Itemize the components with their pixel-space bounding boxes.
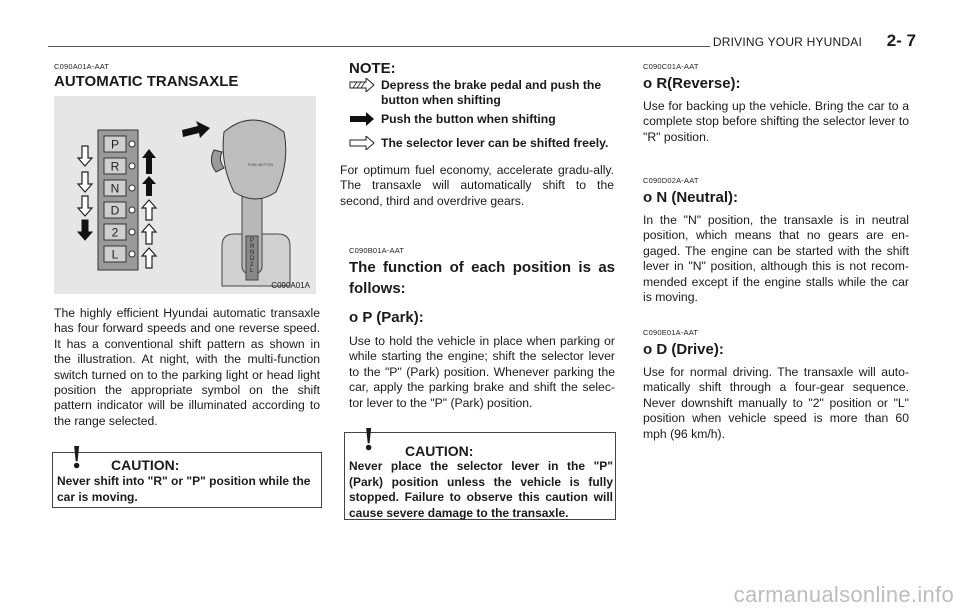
position-section (643, 62, 909, 145)
left-paragraph: The highly efficient Hyundai automatic transaxle has four forward speeds and one reverse speed. It has a conventional shift pattern as shown in the illustration. At night, with the multi-function switch turned on to the parking light or head light position the appropriate symbol on the shift pattern indicator will be illuminated according to the range selected. (54, 306, 320, 428)
indicator-lamp (129, 207, 135, 213)
knob-text: PUSH BUTTON (248, 163, 274, 167)
hatched-arrow-icon (349, 78, 375, 92)
gate-label: P (110, 137, 120, 152)
caution-box-middle (344, 421, 616, 520)
section-code: C090E01A-AAT (643, 328, 699, 337)
park-text: Use to hold the vehicle in place when parking or while starting the engine; shift the selector lever to the "P" (Park) position. Whenever parking the car, apply the parking brake and shift the selec-tor lever to the "P" (Park) position. (349, 334, 615, 410)
note-text-2: Push the button when shifting (381, 112, 556, 126)
warning-icon: ! (363, 421, 375, 458)
gate-label: D (110, 203, 120, 218)
function-heading: The function of each position is as follows: (349, 259, 615, 297)
gate-label: N (110, 181, 120, 196)
gate-label: R (110, 159, 120, 174)
up-arrows-open (142, 200, 156, 268)
caution-title-left: CAUTION: (111, 457, 180, 473)
header-rule (48, 46, 710, 47)
warning-icon: ! (71, 439, 83, 476)
position-heading: o R(Reverse): (643, 75, 741, 92)
section-code: C090A01A-AAT (54, 62, 110, 71)
position-text: In the "N" position, the transaxle is in neutral position, which means that no gears are en-gaged. The engine can be started with the shift lever in "N" position, although this is not recom-mended except if the engine stalls while the car is moving. (643, 213, 909, 305)
gate-label: 2 (111, 225, 119, 240)
indicator-lamp (129, 185, 135, 191)
open-arrow-icon (349, 136, 375, 150)
section-code: C090D02A-AAT (643, 176, 699, 185)
indicator-lamp (129, 163, 135, 169)
section-code: C090C01A-AAT (643, 62, 699, 71)
position-text: Use for normal driving. The transaxle will auto-matically shift through a four-gear sequence. Never downshift manually to "2" position or "L" position when vehicle speed is more than 60 mph (96 km/h). (643, 365, 909, 441)
caution-text-left: Never shift into "R" or "P" position while the car is moving. (57, 474, 311, 504)
caution-text-middle: Never place the selector lever in the "P" (Park) position unless the vehicle is fully stopped. Failure to observe this caution will cause severe damage to the transaxle. (349, 459, 613, 520)
down-arrow-solid (78, 220, 92, 240)
caution-title-middle: CAUTION: (405, 443, 474, 459)
indicator-lamp (129, 229, 135, 235)
figure-label: C090A01A (271, 281, 310, 290)
shift-knob (223, 120, 286, 199)
shift-pattern-illustration (54, 96, 316, 294)
note-title: NOTE: (349, 60, 396, 77)
push-arrow-icon (182, 121, 210, 138)
up-arrow-solid-1 (142, 149, 156, 174)
indicator-lamp (129, 251, 135, 257)
left-column (54, 62, 320, 90)
header-title: DRIVING YOUR HYUNDAI (712, 35, 862, 49)
park-heading: o P (Park): (349, 309, 424, 326)
note-text-3: The selector lever can be shifted freely. (381, 136, 609, 150)
position-section (643, 328, 909, 442)
knob-button (211, 150, 224, 172)
position-section (643, 176, 909, 305)
page-number: 2- 7 (886, 31, 916, 50)
gate-label: L (111, 247, 119, 262)
shift-pattern-figure (54, 96, 316, 294)
up-arrow-solid-2 (142, 176, 156, 196)
note-text-1: Depress the brake pedal and push the button when shifting (381, 78, 602, 108)
section-code-middle: C090B01A-AAT (349, 246, 405, 255)
down-arrows-left (78, 146, 92, 216)
watermark: carmanualsonline.info (733, 582, 954, 607)
position-heading: o D (Drive): (643, 341, 724, 358)
solid-arrow-icon (349, 112, 375, 126)
position-heading: o N (Neutral): (643, 189, 738, 206)
lever-letters: P R N D 2 L (250, 238, 255, 274)
section-heading: AUTOMATIC TRANSAXLE (54, 73, 239, 90)
caution-box-left (52, 439, 322, 508)
indicator-lamp (129, 141, 135, 147)
middle-paragraph: For optimum fuel economy, accelerate gradu-ally. The transaxle will automatically shift to the second, third and overdrive gears. (340, 163, 614, 208)
position-text: Use for backing up the vehicle. Bring the car to a complete stop before shifting the selector lever to "R" position. (643, 99, 909, 144)
